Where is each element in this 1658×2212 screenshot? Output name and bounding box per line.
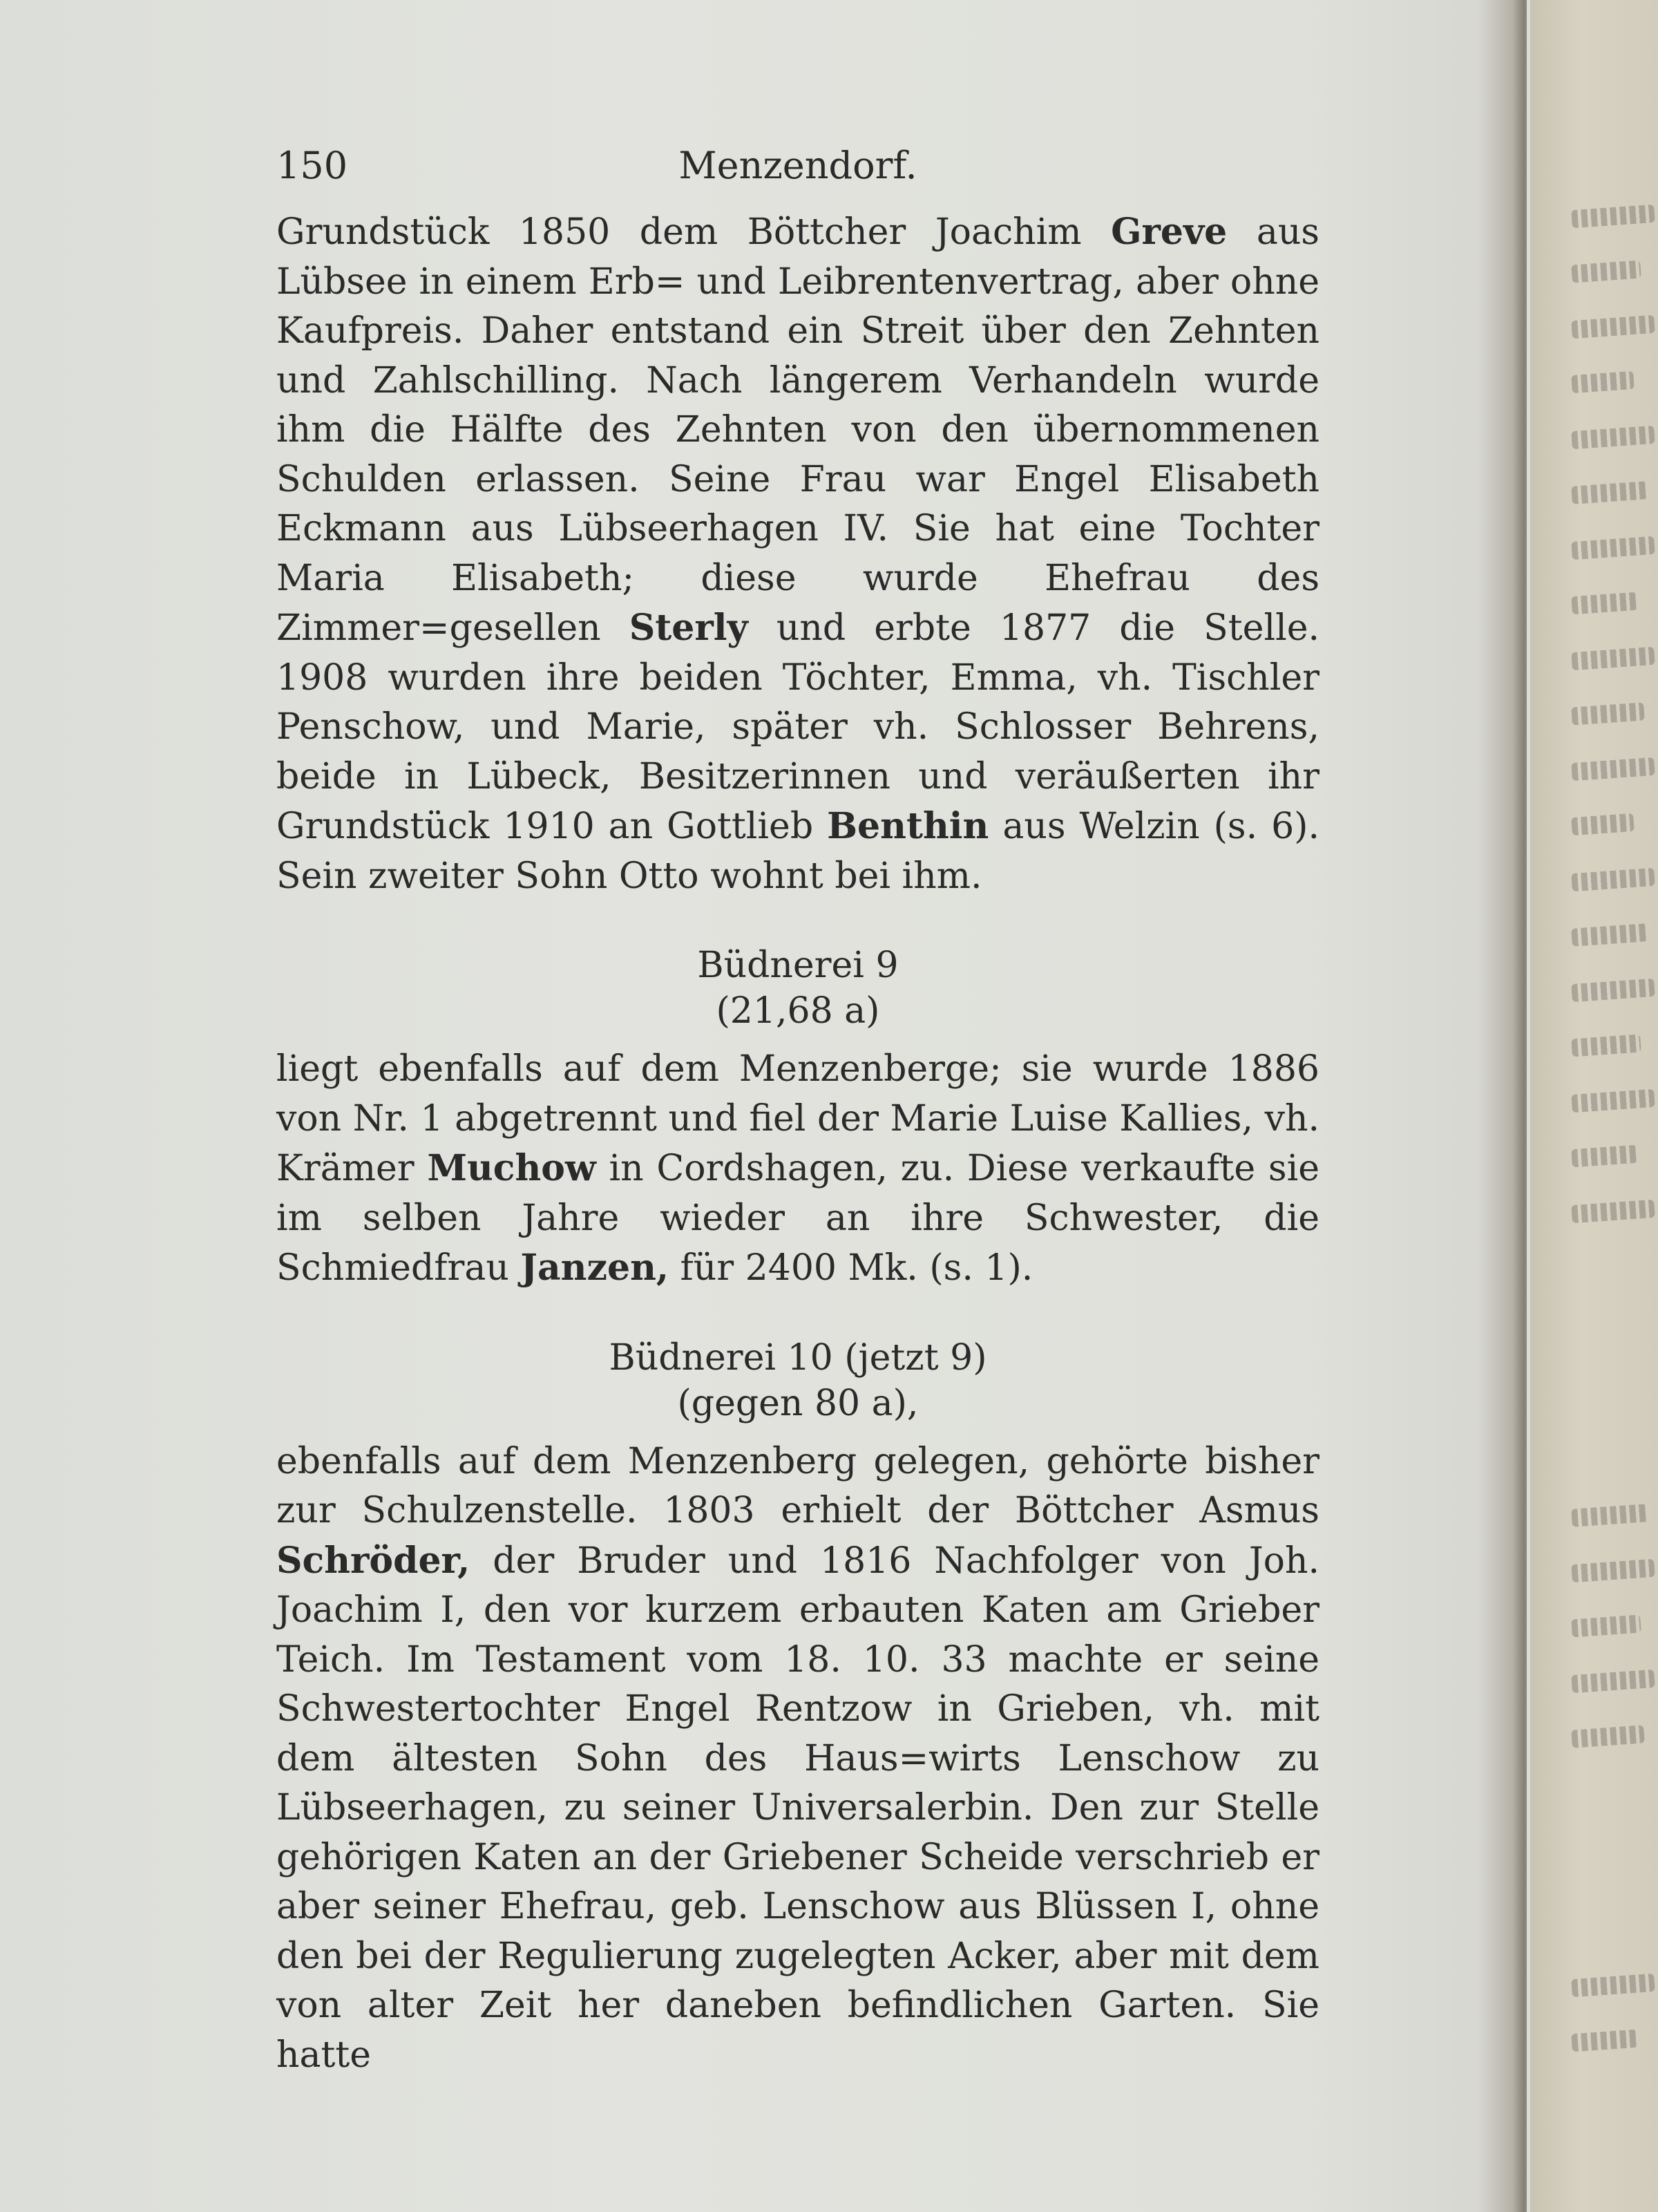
text-run: für 2400 Mk. (s. 1).	[669, 1247, 1033, 1289]
text-run: ebenfalls auf dem Menzenberg gelegen, gehörte bisher zur Schulzenstelle. 1803 erhielt der Böttcher Asmus	[276, 1440, 1319, 1531]
adjacent-text-fragment	[1571, 1034, 1641, 1057]
adjacent-text-fragment	[1571, 1615, 1641, 1638]
person-name: Sterly	[629, 607, 748, 649]
adjacent-text-fragment	[1571, 592, 1638, 615]
adjacent-text-fragment	[1571, 923, 1648, 947]
page-number: 150	[276, 144, 348, 187]
person-name: Greve	[1111, 211, 1228, 253]
adjacent-text-fragment	[1571, 1145, 1638, 1168]
page-content	[276, 138, 1319, 2080]
running-title: Menzendorf.	[678, 144, 917, 187]
text-run: liegt ebenfalls auf dem Menzenberge; sie wurde 1886 von Nr. 1 abgetrennt und fiel der Marie Luise Kallies, vh. Krämer	[276, 1048, 1319, 1189]
adjacent-text-fragment	[1571, 702, 1645, 725]
adjacent-text-fragment	[1571, 1974, 1655, 1997]
paragraph-3	[276, 1437, 1319, 2081]
adjacent-text-fragment	[1571, 1089, 1655, 1113]
paragraph-2	[276, 1045, 1319, 1294]
adjacent-text-fragment	[1571, 868, 1655, 891]
adjacent-text-fragment	[1571, 1504, 1648, 1527]
text-run: aus Welzin (s. 6). Sein zweiter Sohn Otto wohnt bei ihm.	[276, 806, 1319, 897]
page-header	[276, 138, 1319, 207]
adjacent-text-fragment	[1571, 1559, 1655, 1582]
section-area-buednerei-10: (gegen 80 a),	[677, 1382, 919, 1424]
text-run: und erbte 1877 die Stelle. 1908 wurden ihre beiden Töchter, Emma, vh. Tischler Penschow, und Marie, später vh. Schlosser Behrens, beide in Lübeck, Besitzerinnen und veräußerten ihr Grundstück 1910 an Gottlieb	[276, 607, 1320, 847]
adjacent-page-edge	[1530, 0, 1658, 2212]
person-name: Muchow	[427, 1147, 596, 1189]
section-area-buednerei-9: (21,68 a)	[716, 990, 880, 1032]
text-run: der Bruder und 1816 Nachfolger von Joh. Joachim I, den vor kurzem erbauten Katen am Grieber Teich. Im Testament vom 18. 10. 33 machte er seine Schwestertochter Engel Rentzow in Grieben, vh. mit dem ältesten Sohn des Haus=wirts Lenschow zu Lübseerhagen, zu seiner Universalerbin. Den zur Stelle gehörigen Katen an der Griebener Scheide verschrieb er aber seiner Ehefrau, geb. Lenschow aus Blüssen I, ohne den bei der Regulierung zugelegten Acker, aber mit dem von alter Zeit her daneben befindlichen Garten. Sie hatte	[276, 1540, 1319, 2076]
page-gutter-shadow	[1478, 0, 1527, 2212]
adjacent-text-fragment	[1571, 315, 1655, 339]
adjacent-text-fragment	[1571, 1725, 1645, 1748]
adjacent-text-fragment	[1571, 979, 1655, 1002]
adjacent-text-fragment	[1571, 481, 1648, 504]
adjacent-text-fragment	[1571, 757, 1655, 781]
adjacent-text-fragment	[1571, 205, 1655, 228]
adjacent-text-fragment	[1571, 2030, 1638, 2052]
adjacent-text-fragment	[1571, 647, 1655, 670]
adjacent-text-fragment	[1571, 536, 1655, 560]
adjacent-text-fragment	[1571, 371, 1635, 393]
person-name: Schröder,	[276, 1539, 470, 1582]
text-run: Grundstück 1850 dem Böttcher Joachim	[276, 211, 1112, 253]
section-heading-buednerei-9: Büdnerei 9	[697, 945, 899, 986]
adjacent-text-fragment	[1571, 426, 1655, 449]
text-run: aus Lübsee in einem Erb= und Leibrentenvertrag, aber ohne Kaufpreis. Daher entstand ein Streit über den Zehnten und Zahlschilling. Nach längerem Verhandeln wurde ihm die Hälfte des Zehnten von den übernommenen Schulden erlassen. Seine Frau war Engel Elisabeth Eckmann aus Lübseerhagen IV. Sie hat eine Tochter Maria Elisabeth; diese wurde Ehefrau des Zimmer=gesellen	[276, 211, 1319, 649]
person-name: Benthin	[827, 805, 989, 847]
text-run: in Cordshagen, zu. Diese verkaufte sie im selben Jahre wieder an ihre Schwester, die Schmiedfrau	[276, 1148, 1320, 1289]
paragraph-1	[276, 207, 1319, 901]
adjacent-text-fragment	[1571, 261, 1641, 283]
adjacent-text-fragment	[1571, 1670, 1655, 1693]
section-heading-buednerei-10: Büdnerei 10 (jetzt 9)	[609, 1336, 987, 1379]
person-name: Janzen,	[520, 1247, 669, 1289]
adjacent-text-fragment	[1571, 1200, 1655, 1223]
adjacent-text-fragment	[1571, 813, 1635, 835]
